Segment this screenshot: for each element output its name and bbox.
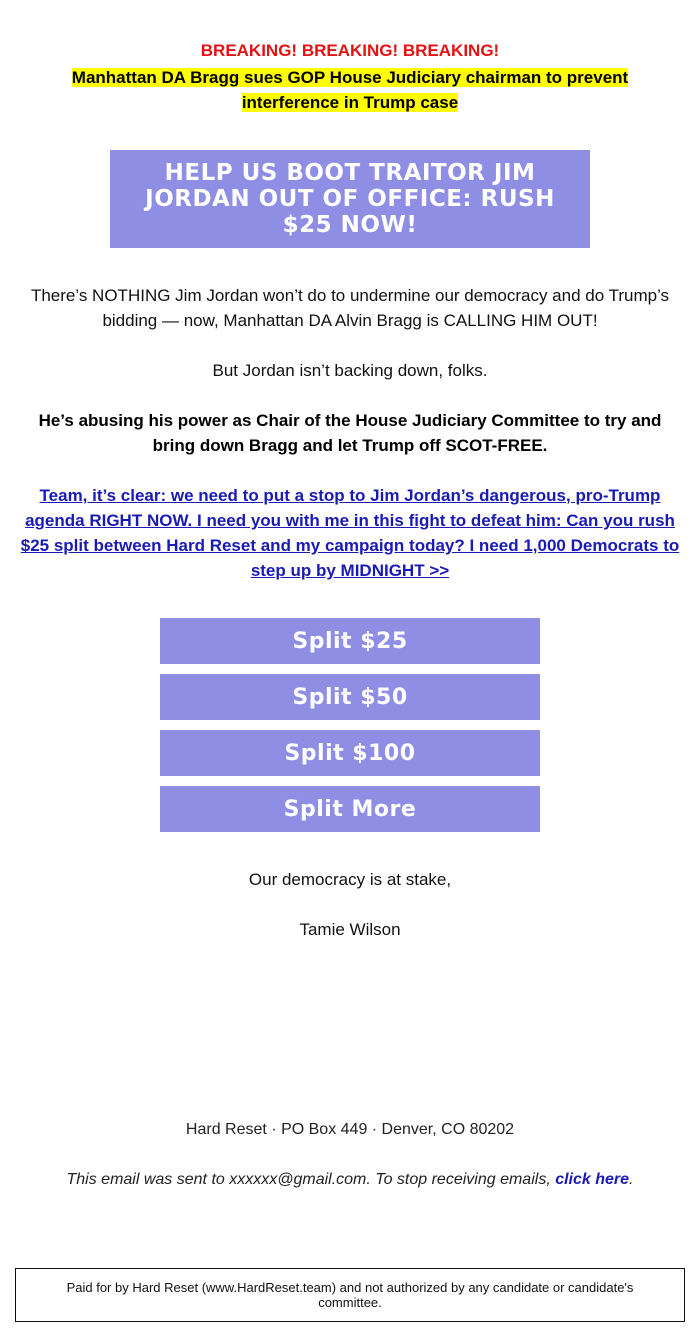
boot-jordan-donate-banner[interactable]: HELP US BOOT TRAITOR JIM JORDAN OUT OF OFFICE: RUSH $25 NOW!: [110, 150, 590, 248]
headline-highlight: Manhattan DA Bragg sues GOP House Judiciary chairman to prevent interference in Trump case: [71, 68, 629, 112]
donate-appeal-link[interactable]: Team, it’s clear: we need to put a stop to Jim Jordan’s dangerous, pro-Trump agenda RIGHT NOW. I need you with me in this fight to defeat him: Can you rush $25 split between Hard Reset and my campaign today? I need 1,000 Democrats to step up by MIDNIGHT >>: [20, 486, 680, 580]
abuse-of-power-paragraph: He’s abusing his power as Chair of the House Judiciary Committee to try and bring down Bragg and let Trump off SCOT-FREE.: [38, 411, 662, 455]
paid-for-disclaimer: Paid for by Hard Reset (www.HardReset.team) and not authorized by any candidate or candidate's committee.: [15, 1268, 685, 1322]
footer-unsubscribe: [0, 1170, 700, 1190]
breaking-banner-text: BREAKING! BREAKING! BREAKING!: [200, 41, 500, 60]
unsubscribe-text: This email was sent to xxxxxx@gmail.com. To stop receiving emails,: [66, 1171, 556, 1188]
split-25-button[interactable]: Split $25: [160, 618, 540, 664]
unsubscribe-suffix: .: [629, 1171, 634, 1188]
intro-paragraph: There’s NOTHING Jim Jordan won’t do to undermine our democracy and do Trump’s bidding — now, Manhattan DA Alvin Bragg is CALLING HIM OUT!: [30, 286, 670, 330]
unsubscribe-link[interactable]: click here: [555, 1171, 630, 1188]
backing-down-paragraph: But Jordan isn’t backing down, folks.: [212, 361, 488, 380]
footer-address: Hard Reset · PO Box 449 · Denver, CO 80202: [185, 1121, 515, 1138]
split-50-button[interactable]: Split $50: [160, 674, 540, 720]
split-100-button[interactable]: Split $100: [160, 730, 540, 776]
split-more-button[interactable]: Split More: [160, 786, 540, 832]
headline: [40, 65, 660, 115]
closing-line: Our democracy is at stake,: [248, 870, 452, 889]
signature: Tamie Wilson: [299, 920, 401, 939]
appeal-paragraph: [16, 483, 684, 583]
